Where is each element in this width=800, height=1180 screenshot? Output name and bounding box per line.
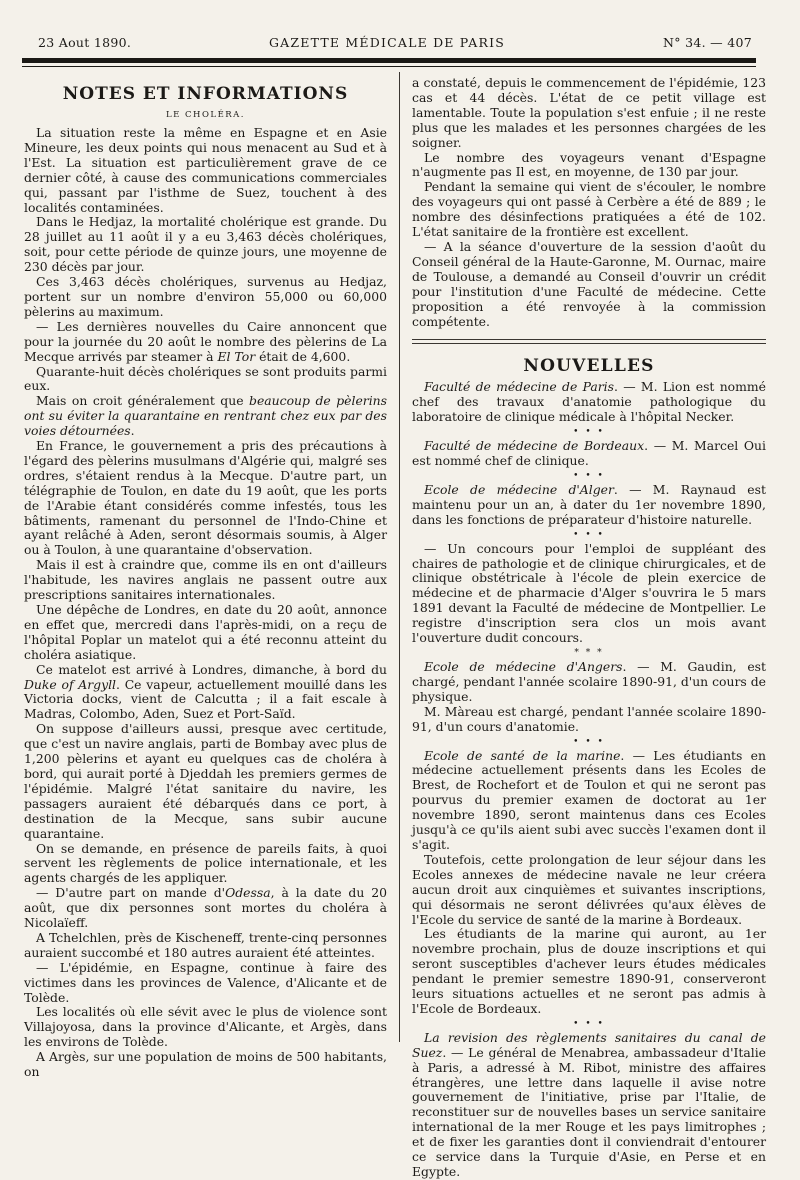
news-item-heading: Faculté de médecine de Paris: [424, 379, 614, 395]
paragraph: A Argès, sur une population de moins de 500 habitants, on: [24, 1049, 387, 1080]
paragraph: Ce matelot est arrivé à Londres, dimanche, à bord du Duke of Argyll. Ce vapeur, actuellement mouillé dans les Victoria docks, vient de Calcutta ; il a fait escale à Madras, Colombo, Aden, Suez et Port-Saïd.: [24, 661, 387, 722]
paragraph: Le nombre des voyageurs venant d'Espagne n'augmente pas Il est, en moyenne, de 130 par jour.: [412, 149, 766, 180]
paragraph: Une dépêche de Londres, en date du 20 août, annonce en effet que, mercredi dans l'après-midi, on a reçu de l'hôpital Poplar un matelot qui a été reconnu atteint du choléra asiatique.: [24, 602, 387, 662]
paragraph: A Tchelchlen, près de Kischeneff, trente-cinq personnes auraient succombé et 180 autres auraient été atteintes.: [24, 929, 387, 960]
paragraph: Pendant la semaine qui vient de s'écouler, le nombre des voyageurs qui ont passé à Cerbère a été de 889 ; le nombre des désinfections pratiquées a été de 102. L'état sanitaire de la frontière est excellent.: [412, 179, 766, 240]
paragraph: Dans le Hedjaz, la mortalité cholérique est grande. Du 28 juillet au 11 août il y a eu 3,463 décès cholériques, soit, pour cette période de quinze jours, une moyenne de 230 décès par jour.: [24, 214, 387, 275]
news-item-heading: La revision des règlements sanitaires du canal de Suez: [412, 1029, 766, 1060]
italic-ship-name: El Tor: [217, 348, 256, 364]
news-item: Ecole de santé de la marine. — Les étudiants en médecine actuellement présents dans les Ecoles de Brest, de Rochefort et de Toulon et qui ne seront pas pourvus du premier examen de doctorat au 1er novembre 1890, seront maintenus dans ces Ecoles jusqu'à ce qu'ils aient subi avec succès l'examen dont il s'agit.: [412, 747, 766, 852]
star-separator: • • •: [573, 470, 605, 481]
left-column: [24, 76, 387, 1080]
paragraph: — Les dernières nouvelles du Caire annoncent que pour la journée du 20 août le nombre des pèlerins de La Mecque arrivés par steamer à El Tor était de 4,600.: [24, 318, 387, 364]
star-separator: • • •: [573, 427, 605, 438]
news-item-heading: Ecole de médecine d'Angers: [424, 659, 623, 674]
star-separator: • • •: [573, 529, 605, 540]
news-item: Les étudiants de la marine qui auront, au 1er novembre prochain, plus de douze inscriptions et qui seront susceptibles d'achever leurs études médicales pendant le premier semestre 1890-91, conserveront leurs situations actuelles et ne seront pas admis à l'Ecole de Bordeaux.: [412, 926, 766, 1016]
news-item: Ecole de médecine d'Angers. — M. Gaudin, est chargé, pendant l'année scolaire 1890-91, d'un cours de physique.: [412, 659, 766, 704]
news-item-heading: Faculté de médecine de Bordeaux: [424, 438, 645, 454]
news-item: Toutefois, cette prolongation de leur séjour dans les Ecoles annexes de médecine navale ne leur créera aucun droit aux cinquièmes et suivantes inscriptions, qui désormais ne seront délivrées qu'aux élèves de l'Ecole du service de santé de la marine à Bordeaux.: [412, 851, 766, 927]
news-item: — Un concours pour l'emploi de suppléant des chaires de pathologie et de clinique chirurgicales, et de clinique obstétricale à l'école de plein exercice de médecine et de pharmacie d'Alger s'ouvrira le 5 mars 1891 devant la Faculté de médecine de Montpellier. Le registre d'inscription sera clos un mois avant l'ouverture dudit concours.: [412, 540, 766, 646]
star-separator: • • •: [573, 736, 605, 747]
paragraph: Mais il est à craindre que, comme ils en ont d'ailleurs l'habitude, les navires anglais ne passent outre aux prescriptions sanitaires internationales.: [24, 557, 387, 603]
news-item: Ecole de médecine d'Alger. — M. Raynaud est maintenu pour un an, à dater du 1er novembre 1890, dans les fonctions de préparateur d'histoire naturelle.: [412, 481, 766, 527]
paragraph: — L'épidémie, en Espagne, continue à faire des victimes dans les provinces de Valence, d'Alicante et de Tolède.: [24, 959, 387, 1005]
italic-ship-name: Duke of Argyll: [24, 676, 117, 692]
news-item: M. Màreau est chargé, pendant l'année scolaire 1890-91, d'un cours d'anatomie.: [412, 703, 766, 734]
section-title-notes: NOTES ET INFORMATIONS: [62, 84, 349, 104]
paragraph: — A la séance d'ouverture de la session d'août du Conseil général de la Haute-Garonne, M. Ournac, maire de Toulouse, a demandé au Conseil d'ouvrir un crédit pour l'institution d'une Faculté de médecine. Cette proposition a été renvoyée à la commission compétente.: [412, 238, 766, 329]
header-rule-thin: [22, 66, 756, 67]
italic-emphasis: beaucoup de pèlerins ont su éviter la quarantaine en rentrant chez eux par des voies détournées: [24, 393, 388, 439]
paragraph: Quarante-huit décès cholériques se sont produits parmi eux.: [24, 363, 387, 394]
paragraph: La situation reste la même en Espagne et en Asie Mineure, les deux points qui nous menacent au Sud et à l'Est. La situation est particulièrement grave de ce dernier côté, à cause des communications commerciales qui, passant par l'isthme de Suez, touchent à des localités contaminées.: [24, 125, 387, 215]
italic-place-name: Odessa: [225, 885, 271, 901]
section-title-nouvelles: NOUVELLES: [523, 356, 655, 377]
news-item: Faculté de médecine de Bordeaux. — M. Marcel Oui est nommé chef de clinique.: [412, 438, 766, 469]
paragraph: Mais on croit généralement que beaucoup de pèlerins ont su éviter la quarantaine en rentrant chez eux par des voies détournées.: [24, 393, 388, 439]
section-subtitle-cholera: LE CHOLÉRA.: [165, 110, 246, 120]
page-header: [22, 33, 752, 53]
news-item-heading: Ecole de médecine d'Alger: [424, 481, 614, 497]
news-item: Faculté de médecine de Paris. — M. Lion est nommé chef des travaux d'anatomie pathologique du laboratoire de clinique médicale à l'hôpital Necker.: [412, 379, 766, 425]
paragraph: On se demande, en présence de pareils faits, à quoi servent les règlements de police internationale, et les agents chargés de les appliquer.: [24, 840, 387, 886]
column-divider: [399, 72, 400, 1042]
publication-title: GAZETTE MÉDICALE DE PARIS: [268, 35, 506, 50]
paragraph: Les localités où elle sévit avec le plus de violence sont Villajoyosa, dans la province d'Alicante, et Argès, dans les environs de Tolède.: [24, 1004, 387, 1050]
paragraph: On suppose d'ailleurs aussi, presque avec certitude, que c'est un navire anglais, parti de Bombay avec plus de 1,200 pèlerins et ayant eu quelques cas de choléra à bord, qui aurait porté à Djeddah les premiers germes de l'épidémie. Malgré l'état sanitaire du navire, les passagers auraient été débarqués dans ce port, à destination de la Mecque, sans subir aucune quarantaine.: [24, 721, 387, 841]
section-rule: [412, 339, 766, 344]
star-separator: • • •: [573, 1018, 605, 1029]
paragraph: Ces 3,463 décès cholériques, survenus au Hedjaz, portent sur un nombre d'environ 55,000 ou 60,000 pèlerins au maximum.: [24, 274, 387, 319]
paragraph: a constaté, depuis le commencement de l'épidémie, 123 cas et 44 décès. L'état de ce petit village est lamentable. Toute la population s'est enfuie ; il ne reste plus que les malades et les personnes chargées de les soigner.: [412, 75, 766, 150]
right-column: [412, 76, 766, 1180]
paragraph: — D'autre part on mande d'Odessa, à la date du 20 août, que dix personnes sont mortes du choléra à Nicolaïeff.: [24, 885, 387, 931]
issue-date: 23 Aout 1890.: [38, 35, 132, 50]
paragraph: En France, le gouvernement a pris des précautions à l'égard des pèlerins musulmans d'Algérie qui, malgré ses ordres, s'étaient rendus à la Mecque. D'autre part, un télégraphie de Toulon, en date du 19 août, que les ports de l'Arabie étant considérés comme infestés, tous les bâtiments, ramenant du personnel de l'Indo-Chine et ayant relâché à Aden, seront désormais soumis, à Alger ou à Toulon, à une quarantaine d'observation.: [24, 438, 387, 558]
issue-page-number: N° 34. — 407: [663, 35, 752, 50]
header-rule-thick: [22, 58, 756, 63]
news-item: La revision des règlements sanitaires du canal de Suez. — Le général de Menabrea, ambassadeur d'Italie à Paris, a adressé à M. Ribot, ministre des affaires étrangères, une lettre dans laquelle il avise notre gouvernement de l'initiative, prise par l'Italie, de reconstituer sur de nouvelles bases un service sanitaire international de la mer Rouge et les pays limitrophes ; et de fixer les garanties dont il conviendrait d'entourer ce service dans la Turquie d'Asie, en Perse et en Egypte.: [412, 1029, 766, 1179]
star-separator: * * *: [574, 648, 604, 658]
news-item-heading: Ecole de santé de la marine: [424, 747, 621, 763]
